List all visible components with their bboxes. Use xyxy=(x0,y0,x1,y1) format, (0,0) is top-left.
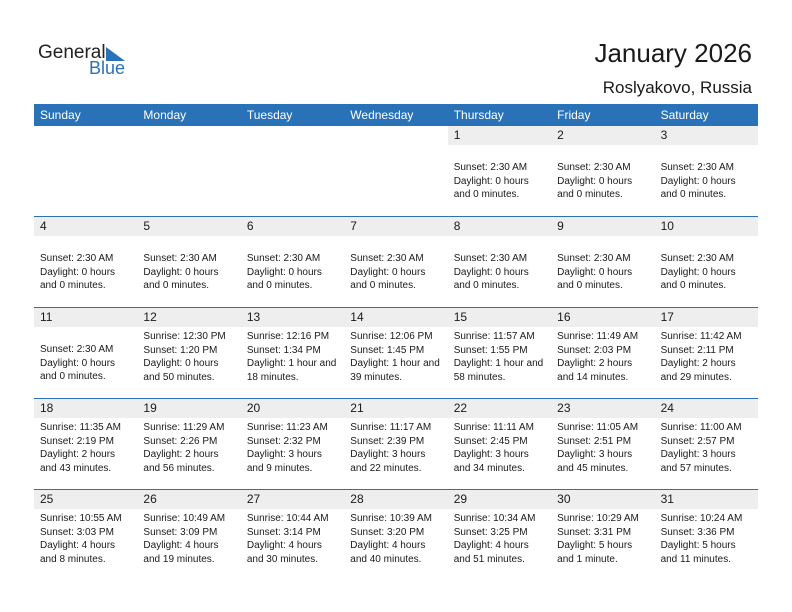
daylight-text: and 50 minutes. xyxy=(143,371,215,383)
weekday-friday: Friday xyxy=(557,108,591,122)
day-cell xyxy=(655,126,758,216)
day-cell xyxy=(344,217,447,307)
daylight-text: Daylight: 5 hours xyxy=(557,540,633,552)
day-cell xyxy=(137,126,240,216)
sunset-text: Sunset: 3:31 PM xyxy=(557,526,632,538)
day-info xyxy=(557,421,652,475)
daylight-text: and 22 minutes. xyxy=(350,462,422,474)
daylight-text: and 0 minutes. xyxy=(40,371,106,383)
daylight-text: 18 minutes. xyxy=(246,371,299,383)
daylight-text: and 45 minutes. xyxy=(557,462,629,474)
sunrise-text: Sunrise: 12:16 PM xyxy=(246,331,330,342)
day-cell xyxy=(137,399,240,489)
daylight-text: Daylight: 0 hours xyxy=(557,175,633,187)
day-number: 17 xyxy=(655,308,758,327)
sunset-text: Sunset: 2:30 AM xyxy=(557,253,631,264)
daylight-text: Daylight: 3 hours xyxy=(453,449,529,461)
weekday-wednesday: Wednesday xyxy=(350,108,414,122)
day-number: 24 xyxy=(655,399,758,418)
day-cell xyxy=(34,490,137,580)
sunrise-text: Sunrise: 11:11 AM xyxy=(453,422,534,433)
daylight-text: and 14 minutes. xyxy=(557,371,629,383)
day-info xyxy=(454,512,549,566)
day-number: 19 xyxy=(137,399,240,418)
day-info xyxy=(350,512,445,566)
day-cell xyxy=(241,490,344,580)
sunrise-text: Sunrise: 10:55 AM xyxy=(40,513,122,524)
day-cell xyxy=(448,399,551,489)
day-info xyxy=(40,421,135,475)
sunrise-text: Sunrise: 12:30 PM xyxy=(143,331,226,342)
daylight-text: and 30 minutes. xyxy=(246,553,319,565)
daylight-text: Daylight: 1 hour and xyxy=(453,358,544,370)
day-info xyxy=(143,512,238,566)
logo xyxy=(38,42,138,82)
day-cell xyxy=(241,126,344,216)
calendar-week xyxy=(34,126,758,216)
daylight-text: and 0 minutes. xyxy=(557,189,623,201)
logo-blue-text: Blue xyxy=(89,58,126,78)
day-cell xyxy=(551,126,654,216)
day-cell xyxy=(137,490,240,580)
day-cell xyxy=(344,490,447,580)
sunset-text: Sunset: 2:11 PM xyxy=(660,344,734,356)
daylight-text: and 0 minutes. xyxy=(350,280,416,292)
sunrise-text: Sunrise: 11:05 AM xyxy=(557,422,639,433)
day-info xyxy=(557,330,652,384)
day-number: 10 xyxy=(655,217,758,236)
day-info xyxy=(143,330,238,384)
day-number: 22 xyxy=(448,399,551,418)
weekday-saturday: Saturday xyxy=(660,108,709,122)
day-number: 21 xyxy=(344,399,447,418)
daylight-text: and 43 minutes. xyxy=(40,462,112,474)
week-grid xyxy=(34,308,758,398)
day-number: 5 xyxy=(137,217,240,236)
day-cell xyxy=(655,308,758,398)
day-number: 15 xyxy=(448,308,551,327)
daylight-text: and 11 minutes. xyxy=(660,553,731,565)
day-info xyxy=(454,252,549,293)
sunset-text: Sunset: 2:30 AM xyxy=(40,344,114,355)
location-subtitle: Roslyakovo, Russia xyxy=(602,78,752,97)
daylight-text: Daylight: 0 hours xyxy=(660,175,736,187)
sunset-text: Sunset: 2:30 AM xyxy=(143,253,217,264)
daylight-text: and 0 minutes. xyxy=(246,280,313,292)
daylight-text: and 0 minutes. xyxy=(453,280,520,292)
weekday-sunday: Sunday xyxy=(40,108,81,122)
daylight-text: and 51 minutes. xyxy=(453,553,525,565)
day-info xyxy=(247,330,342,384)
day-info xyxy=(661,512,756,566)
daylight-text: and 0 minutes. xyxy=(660,280,727,292)
day-cell xyxy=(655,399,758,489)
sunset-text: Sunset: 1:45 PM xyxy=(350,344,425,356)
daylight-text: Daylight: 4 hours xyxy=(246,540,322,552)
day-number: 1 xyxy=(448,126,551,145)
sunrise-text: Sunrise: 10:29 AM xyxy=(557,513,639,524)
day-cell xyxy=(34,308,137,398)
calendar-week xyxy=(34,398,758,489)
calendar-weeks xyxy=(34,126,758,580)
day-cell xyxy=(34,399,137,489)
sunset-text: Sunset: 2:30 AM xyxy=(40,253,114,264)
daylight-text: and 9 minutes. xyxy=(246,462,313,474)
daylight-text: Daylight: 0 hours xyxy=(246,266,322,278)
sunrise-text: Sunrise: 11:57 AM xyxy=(453,331,535,342)
day-info xyxy=(247,252,342,293)
weekday-tuesday: Tuesday xyxy=(246,108,293,122)
day-cell xyxy=(344,308,447,398)
daylight-text: Daylight: 0 hours xyxy=(40,266,116,278)
day-cell xyxy=(137,217,240,307)
sunrise-text: Sunrise: 10:39 AM xyxy=(350,513,432,524)
daylight-text: Daylight: 3 hours xyxy=(350,449,426,461)
day-info xyxy=(557,161,652,202)
sunset-text: Sunset: 2:39 PM xyxy=(350,435,425,447)
day-cell xyxy=(448,308,551,398)
day-cell xyxy=(137,308,240,398)
day-number: 8 xyxy=(448,217,551,236)
day-number: 12 xyxy=(137,308,240,327)
day-cell xyxy=(448,126,551,216)
sunset-text: Sunset: 2:03 PM xyxy=(557,344,632,356)
day-number: 25 xyxy=(34,490,137,509)
sunrise-text: Sunrise: 11:42 AM xyxy=(660,331,742,342)
week-grid xyxy=(34,217,758,307)
sunrise-text: Sunrise: 11:00 AM xyxy=(660,422,742,433)
day-info xyxy=(350,330,445,384)
day-cell xyxy=(655,217,758,307)
sunset-text: Sunset: 2:26 PM xyxy=(143,435,218,447)
daylight-text: Daylight: 0 hours xyxy=(453,175,529,187)
day-number: 14 xyxy=(344,308,447,327)
sunrise-text: Sunrise: 11:35 AM xyxy=(40,422,121,433)
sunrise-text: Sunrise: 10:34 AM xyxy=(453,513,536,524)
calendar-week xyxy=(34,307,758,398)
daylight-text: and 0 minutes. xyxy=(660,189,727,201)
day-info xyxy=(661,330,756,384)
day-number: 3 xyxy=(655,126,758,145)
sunrise-text: Sunrise: 10:44 AM xyxy=(246,513,329,524)
day-info xyxy=(40,512,135,566)
daylight-text: and 0 minutes. xyxy=(40,280,106,292)
daylight-text: and 40 minutes. xyxy=(350,553,422,565)
day-cell xyxy=(34,217,137,307)
sunset-text: Sunset: 2:30 AM xyxy=(453,253,528,264)
daylight-text: and 0 minutes. xyxy=(557,280,623,292)
day-info xyxy=(40,343,135,384)
sunset-text: Sunset: 3:03 PM xyxy=(40,526,114,538)
daylight-text: and 8 minutes. xyxy=(40,553,106,565)
daylight-text: and 0 minutes. xyxy=(453,189,520,201)
daylight-text: and 57 minutes. xyxy=(660,462,732,474)
sunset-text: Sunset: 3:25 PM xyxy=(453,526,528,538)
daylight-text: Daylight: 4 hours xyxy=(40,540,116,552)
week-grid xyxy=(34,490,758,580)
daylight-text: Daylight: 4 hours xyxy=(453,540,529,552)
sunset-text: Sunset: 2:30 AM xyxy=(660,253,734,264)
day-number: 30 xyxy=(551,490,654,509)
daylight-text: and 1 minute. xyxy=(557,553,618,565)
daylight-text: Daylight: 2 hours xyxy=(660,358,736,370)
sunrise-text: Sunrise: 11:23 AM xyxy=(246,422,328,433)
week-grid xyxy=(34,126,758,216)
sunset-text: Sunset: 1:20 PM xyxy=(143,344,218,356)
daylight-text: Daylight: 4 hours xyxy=(143,540,219,552)
day-info xyxy=(661,252,756,293)
day-cell xyxy=(34,126,137,216)
day-info xyxy=(143,252,238,293)
weekday-header xyxy=(34,104,758,126)
sunset-text: Sunset: 3:14 PM xyxy=(246,526,321,538)
calendar-week xyxy=(34,216,758,307)
day-info xyxy=(350,252,445,293)
day-number: 16 xyxy=(551,308,654,327)
day-info xyxy=(557,512,652,566)
daylight-text: Daylight: 1 hour and xyxy=(246,358,337,370)
day-cell xyxy=(241,217,344,307)
page-title: January 2026 xyxy=(594,38,752,68)
day-info xyxy=(661,421,756,475)
day-info xyxy=(557,252,652,293)
daylight-text: Daylight: 0 hours xyxy=(143,266,219,278)
day-cell xyxy=(344,126,447,216)
day-cell xyxy=(241,308,344,398)
sunset-text: Sunset: 1:34 PM xyxy=(246,344,321,356)
daylight-text: Daylight: 2 hours xyxy=(143,449,219,461)
day-number: 29 xyxy=(448,490,551,509)
daylight-text: 58 minutes. xyxy=(453,371,506,383)
daylight-text: Daylight: 3 hours xyxy=(660,449,736,461)
day-number: 27 xyxy=(241,490,344,509)
week-grid xyxy=(34,399,758,489)
sunset-text: Sunset: 3:09 PM xyxy=(143,526,218,538)
sunset-text: Sunset: 2:19 PM xyxy=(40,435,114,447)
daylight-text: 39 minutes. xyxy=(350,371,402,383)
day-cell xyxy=(344,399,447,489)
calendar-week xyxy=(34,489,758,580)
day-cell xyxy=(551,217,654,307)
logo-general-text: General xyxy=(38,42,106,63)
daylight-text: Daylight: 0 hours xyxy=(350,266,426,278)
day-number: 6 xyxy=(241,217,344,236)
daylight-text: Daylight: 3 hours xyxy=(557,449,633,461)
sunrise-text: Sunrise: 10:49 AM xyxy=(143,513,226,524)
day-info xyxy=(247,512,342,566)
day-number: 20 xyxy=(241,399,344,418)
sunset-text: Sunset: 3:36 PM xyxy=(660,526,735,538)
daylight-text: Daylight: 3 hours xyxy=(246,449,322,461)
sunset-text: Sunset: 2:30 AM xyxy=(557,162,631,173)
day-cell xyxy=(448,490,551,580)
day-info xyxy=(143,421,238,475)
daylight-text: and 34 minutes. xyxy=(453,462,525,474)
day-cell xyxy=(448,217,551,307)
day-number: 26 xyxy=(137,490,240,509)
daylight-text: and 56 minutes. xyxy=(143,462,215,474)
daylight-text: Daylight: 5 hours xyxy=(660,540,736,552)
day-info xyxy=(454,161,549,202)
weekday-thursday: Thursday xyxy=(453,108,504,122)
day-cell xyxy=(551,490,654,580)
sunset-text: Sunset: 2:57 PM xyxy=(660,435,735,447)
sunrise-text: Sunrise: 10:24 AM xyxy=(660,513,743,524)
day-number: 9 xyxy=(551,217,654,236)
daylight-text: Daylight: 0 hours xyxy=(143,358,219,370)
sunset-text: Sunset: 3:20 PM xyxy=(350,526,425,538)
day-info xyxy=(454,330,549,384)
sunset-text: Sunset: 2:30 AM xyxy=(660,162,734,173)
sunset-text: Sunset: 2:30 AM xyxy=(246,253,321,264)
weekday-monday: Monday xyxy=(143,108,187,122)
day-number: 7 xyxy=(344,217,447,236)
calendar xyxy=(34,104,758,580)
day-info xyxy=(247,421,342,475)
day-cell xyxy=(241,399,344,489)
day-info xyxy=(350,421,445,475)
sunrise-text: Sunrise: 11:17 AM xyxy=(350,422,432,433)
day-number: 11 xyxy=(34,308,137,327)
day-cell xyxy=(551,308,654,398)
daylight-text: and 19 minutes. xyxy=(143,553,215,565)
daylight-text: Daylight: 0 hours xyxy=(453,266,529,278)
daylight-text: and 0 minutes. xyxy=(143,280,210,292)
day-number: 13 xyxy=(241,308,344,327)
sunrise-text: Sunrise: 11:49 AM xyxy=(557,331,639,342)
daylight-text: Daylight: 2 hours xyxy=(40,449,116,461)
daylight-text: Daylight: 2 hours xyxy=(557,358,633,370)
sunset-text: Sunset: 2:30 AM xyxy=(453,162,528,173)
sunrise-text: Sunrise: 11:29 AM xyxy=(143,422,225,433)
day-cell xyxy=(551,399,654,489)
day-number: 2 xyxy=(551,126,654,145)
daylight-text: Daylight: 0 hours xyxy=(40,357,116,369)
sunset-text: Sunset: 2:45 PM xyxy=(453,435,528,447)
day-number: 23 xyxy=(551,399,654,418)
day-number: 4 xyxy=(34,217,137,236)
day-number: 31 xyxy=(655,490,758,509)
sunset-text: Sunset: 2:51 PM xyxy=(557,435,632,447)
sunset-text: Sunset: 2:30 AM xyxy=(350,253,424,264)
day-cell xyxy=(655,490,758,580)
daylight-text: and 29 minutes. xyxy=(660,371,732,383)
day-info xyxy=(40,252,135,293)
daylight-text: Daylight: 1 hour and xyxy=(350,358,440,370)
sunrise-text: Sunrise: 12:06 PM xyxy=(350,331,433,342)
day-number: 28 xyxy=(344,490,447,509)
day-info xyxy=(454,421,549,475)
daylight-text: Daylight: 0 hours xyxy=(557,266,633,278)
daylight-text: Daylight: 0 hours xyxy=(660,266,736,278)
day-info xyxy=(661,161,756,202)
day-number: 18 xyxy=(34,399,137,418)
sunset-text: Sunset: 2:32 PM xyxy=(246,435,321,447)
sunset-text: Sunset: 1:55 PM xyxy=(453,344,528,356)
daylight-text: Daylight: 4 hours xyxy=(350,540,426,552)
